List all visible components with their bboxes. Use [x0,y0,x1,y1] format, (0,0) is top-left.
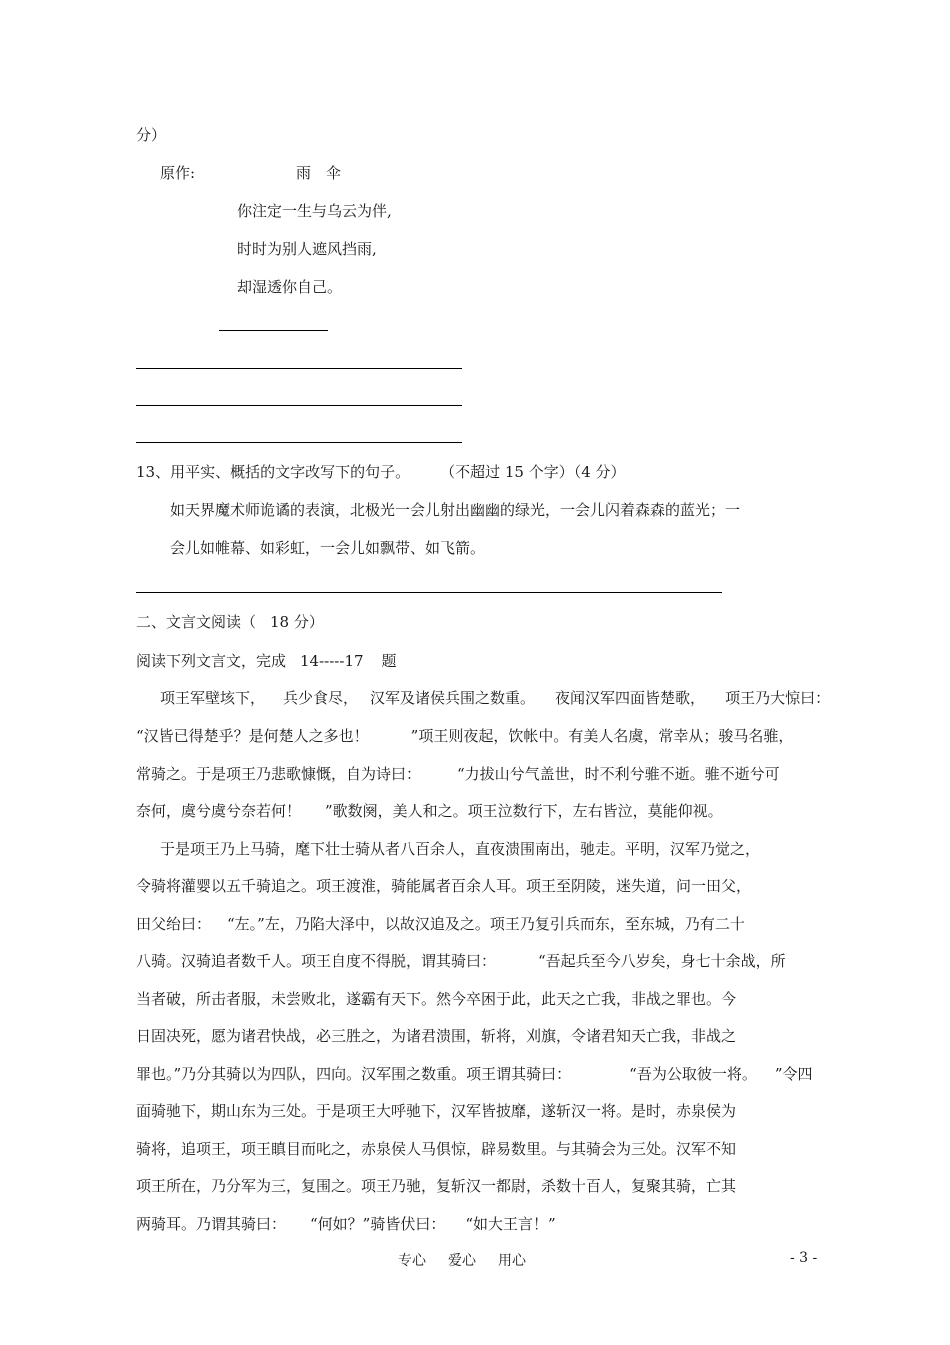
instruction-suffix: 题 [381,652,397,670]
footer-motto-item: 专心 [398,1253,426,1269]
passage-segment: “汉皆已得楚乎？是何楚人之多也！ [136,727,369,745]
passage-segment: 夜闻汉军四面皆楚歌， [555,689,706,707]
section-2-heading [136,612,324,632]
poem-line: 时时为别人遮风挡雨, [237,240,377,258]
passage-line [136,951,786,971]
passage-segment: 汉军及诸侯兵围之数重。 [370,689,536,707]
passage-line [136,1064,813,1084]
poem-title: 雨 伞 [296,164,342,182]
passage-segment: 常骑之。于是项王乃悲歌慷慨，自为诗曰： [136,765,422,783]
poem-line: 却湿透你自己。 [237,278,343,296]
passage-line: 骑将，追项王，项王瞋目而叱之，赤泉侯人马俱惊，辟易数里。与其骑会为三处。汉军不知 [136,1140,737,1158]
passage-segment: 罪也。”乃分其骑以为四队，四向。汉军围之数重。项王谓其骑曰： [136,1065,572,1083]
section-heading-score: 18 分） [270,613,324,631]
passage-line [136,801,723,821]
passage-segment: “左。”左，乃陷大泽中，以故汉追及之。项王乃复引兵而东，至东城，乃有二十 [227,915,745,933]
footer-motto-item: 爱心 [448,1253,476,1269]
footer-motto [398,1250,526,1270]
passage-segment: 项王军壁垓下， [160,689,266,707]
question-13-text: 13、用平实、概括的文字改写下的句子。 [136,463,411,481]
section-2-instruction [136,651,397,671]
passage-line [136,764,780,784]
passage-line: 日固决死，愿为诸君快战，必三胜之，为诸君溃围，斩将，刈旗，令诸君知天亡我，非战之 [136,1027,737,1045]
passage-line: 项王所在，乃分军为三，复围之。项王乃驰，复斩汉一都尉，杀数十百人，复聚其骑，亡其 [136,1177,737,1195]
answer-blank [136,405,462,406]
passage-line [160,688,830,708]
answer-blank-long [136,592,722,593]
passage-segment: ”项王则夜起，饮帐中。有美人名虞，常幸从；骏马名骓， [410,727,794,745]
passage-segment: 八骑。汉骑追者数千人。项王自度不得脱，谓其骑曰： [136,952,497,970]
passage-segment: 奈何，虞兮虞兮奈若何！ [136,802,302,820]
passage-line [136,914,745,934]
poem-label: 原作: [160,164,196,182]
instruction-text: 阅读下列文言文，完成 [136,652,287,670]
page-number: - 3 - [790,1250,818,1266]
passage-segment: ”歌数阕，美人和之。项王泣数行下，左右皆泣，莫能仰视。 [325,802,723,820]
section-heading-text: 二、文言文阅读（ [136,613,257,631]
passage-segment: 兵少食尽， [283,689,359,707]
passage-segment: “如大王言！” [465,1215,556,1233]
poem-line: 你注定一生与乌云为伴, [237,202,392,220]
passage-segment: 田父绐曰： [136,915,212,933]
footer-motto-item: 用心 [498,1253,526,1269]
question-13-requirement: （不超过 15 个字）（4 分） [440,463,626,481]
passage-line [136,726,793,746]
answer-blank [136,368,462,369]
passage-segment: “吾起兵至今八岁矣，身七十余战，所 [538,952,786,970]
passage-line: 于是项王乃上马骑，麾下壮士骑从者八百余人，直夜溃围南出，驰走。平明，汉军乃觉之， [160,840,761,858]
instruction-range: 14-----17 [300,652,364,670]
answer-blank-short [219,330,328,331]
passage-segment: ”令四 [774,1065,813,1083]
passage-segment: 两骑耳。乃谓其骑曰： [136,1215,287,1233]
answer-blank [136,442,462,443]
question-13-sentence: 如天界魔术师诡谲的表演，北极光一会儿射出幽幽的绿光，一会儿闪着森森的蓝光；一 [170,501,741,519]
passage-segment: “力拔山兮气盖世，时不利兮骓不逝。骓不逝兮可 [457,765,780,783]
passage-segment: “吾为公取彼一将。 [629,1065,757,1083]
passage-line: 令骑将灌婴以五千骑追之。项王渡淮，骑能属者百余人耳。项王至阴陵，迷失道，问一田父， [136,877,752,895]
passage-line [136,1214,556,1234]
passage-line: 面骑驰下，期山东为三处。于是项王大呼驰下，汉军皆披靡，遂斩汉一将。是时，赤泉侯为 [136,1102,737,1120]
passage-segment: 项王乃大惊曰： [725,689,831,707]
question-13-stem [136,462,626,482]
carryover-text: 分） [136,126,167,144]
question-13-sentence: 会儿如帷幕、如彩虹，一会儿如飘带、如飞箭。 [170,539,486,557]
passage-line: 当者破，所击者服，未尝败北，遂霸有天下。然今卒困于此，此天之亡我，非战之罪也。今 [136,990,737,1008]
passage-segment: “何如？”骑皆伏曰： [310,1215,446,1233]
